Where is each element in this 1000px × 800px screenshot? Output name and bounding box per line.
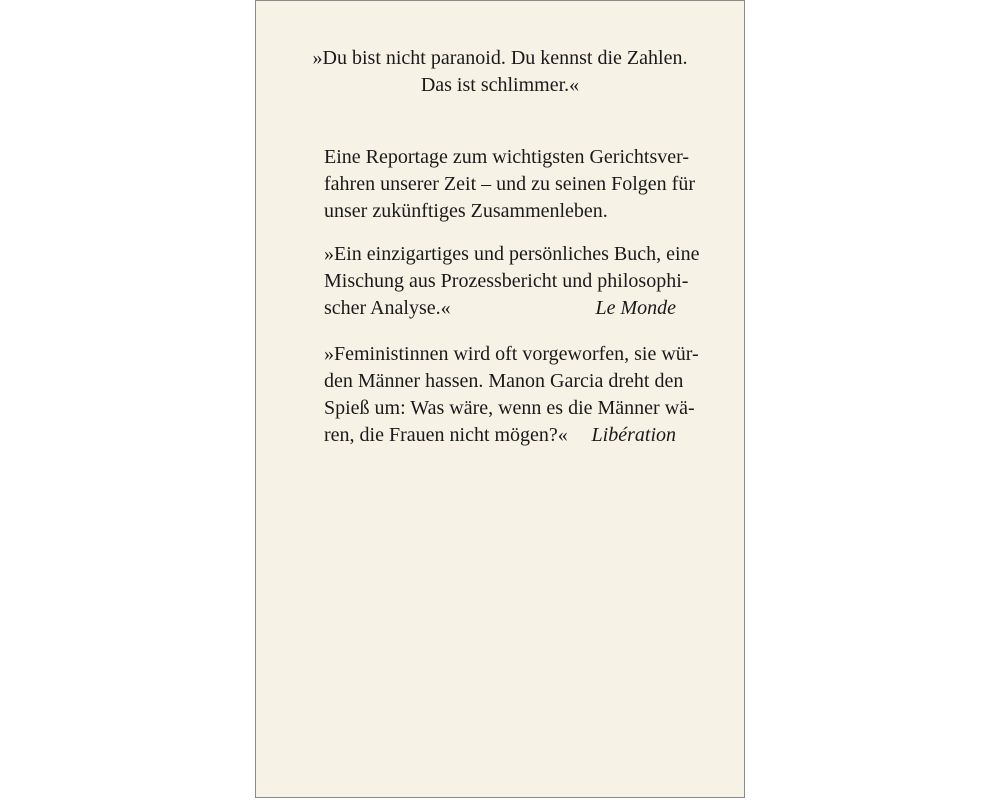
- blurb-line: fahren unserer Zeit – und zu seinen Folgen für: [324, 173, 695, 195]
- press-quote-le-monde: [324, 241, 700, 322]
- quote-line: scher Analyse.«: [324, 297, 451, 319]
- quote-source: Le Monde: [595, 297, 676, 319]
- book-blurb: [324, 144, 695, 225]
- quote-last-line: [324, 295, 676, 322]
- quote-source: Libération: [591, 424, 676, 446]
- quote-line: »Feministinnen wird oft vorgeworfen, sie wür-: [324, 343, 699, 365]
- epigraph-line: »Du bist nicht paranoid. Du kennst die Zahlen.: [312, 47, 688, 69]
- epigraph-quote: [256, 45, 744, 99]
- quote-last-line: [324, 422, 676, 449]
- epigraph-line: Das ist schlimmer.«: [420, 74, 580, 96]
- press-quote-liberation: [324, 341, 699, 449]
- blurb-line: Eine Reportage zum wichtigsten Gerichtsver-: [324, 146, 690, 168]
- quote-line: den Männer hassen. Manon Garcia dreht den: [324, 370, 684, 392]
- quote-line: ren, die Frauen nicht mögen?«: [324, 424, 568, 446]
- quote-line: Mischung aus Prozessbericht und philosophi-: [324, 270, 689, 292]
- blurb-line: unser zukünftiges Zusammenleben.: [324, 200, 608, 222]
- quote-line: »Ein einzigartiges und persönliches Buch, eine: [324, 243, 700, 265]
- book-back-cover: [255, 0, 745, 798]
- quote-line: Spieß um: Was wäre, wenn es die Männer wä-: [324, 397, 695, 419]
